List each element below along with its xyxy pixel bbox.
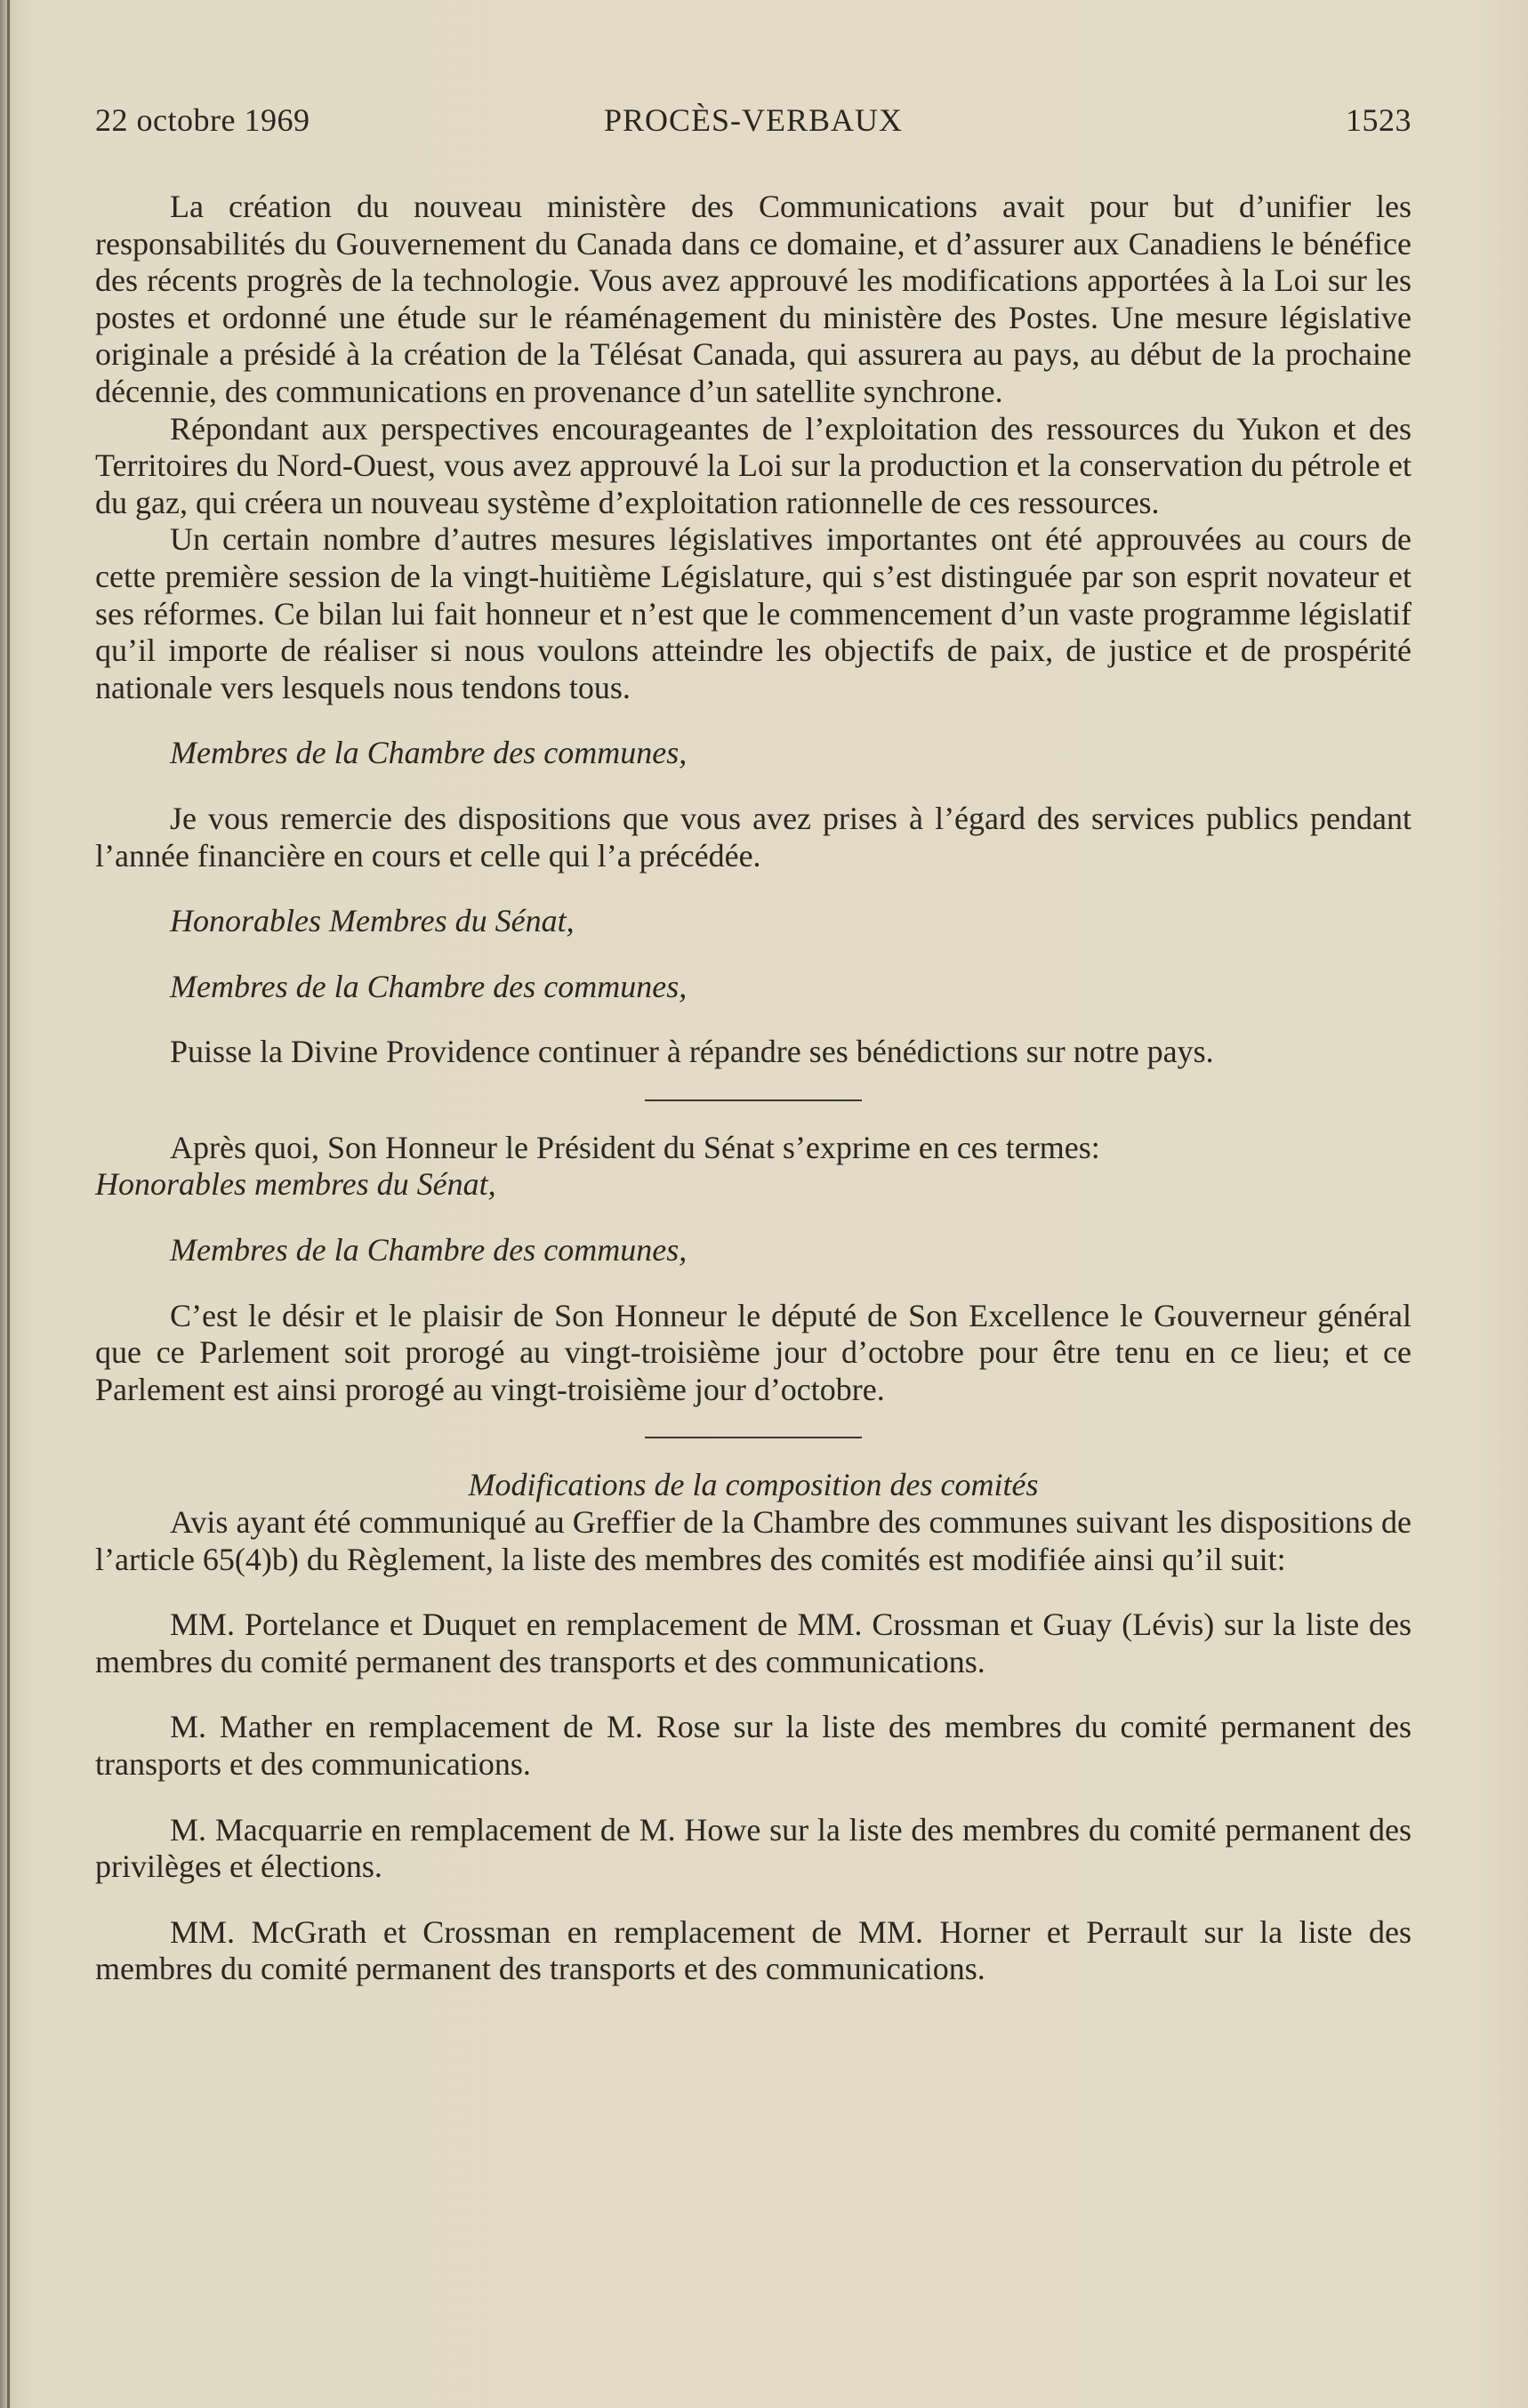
salutation-senate-1: Honorables Membres du Sénat, — [170, 903, 575, 939]
paragraph-legislative-program: Un certain nombre d’autres mesures législatives importantes ont été approuvées au cours de cette première session de la vingt-huitième Législature, qui s’est distinguée par son esprit novateur et ses réformes. Ce bilan lui fait honneur et n’est que le commencement d’un vaste programme législatif qu’il importe de réaliser si nous voulons atteindre les objectifs de paix, de justice et de prospérité nationale vers lesquels nous tendons tous. — [95, 521, 1411, 705]
paragraph-mcgrath-crossman: MM. McGrath et Crossman en remplacement de MM. Horner et Perrault sur la liste des membres du comité permanent des transports et des communications. — [95, 1913, 1411, 1987]
header-title: PROCÈS-VERBAUX — [603, 102, 904, 138]
book-spine-edge — [7, 0, 10, 2408]
paragraph-mather: M. Mather en remplacement de M. Rose sur la liste des membres du comité permanent des transports et des communications. — [95, 1709, 1411, 1782]
paragraph-communications: La création du nouveau ministère des Communications avait pour but d’unifier les responsabilités du Gouvernement du Canada dans ce domaine, et d’assurer aux Canadiens le bénéfice des récents progrès de la technologie. Vous avez approuvé les modifications apportées à la Loi sur les postes et ordonné une étude sur le réaménagement du ministère des Postes. Une mesure législative originale a présidé à la création de la Télésat Canada, qui assurera au pays, au début de la prochaine décennie, des communications en provenance d’un satellite synchrone. — [95, 189, 1411, 409]
paragraph-macquarrie: M. Macquarrie en remplacement de M. Howe sur la liste des membres du comité permanent des privilèges et élections. — [95, 1811, 1411, 1885]
section-divider-2 — [645, 1437, 862, 1438]
paragraph-yukon-resources: Répondant aux perspectives encourageantes de l’exploitation des ressources du Yukon et des Territoires du Nord-Ouest, vous avez approuvé la Loi sur la production et la conservation du pétrole et du gaz, qui créera un nouveau système d’exploitation rationnelle de ces ressources. — [95, 410, 1411, 520]
body-text — [95, 189, 1411, 1988]
section-heading-committees: Modifications de la composition des comités — [468, 1467, 1039, 1503]
page-number: 1523 — [1346, 102, 1411, 138]
running-header — [95, 89, 1411, 142]
paragraph-portelance-duquet: MM. Portelance et Duquet en remplacement de MM. Crossman et Guay (Lévis) sur la liste des membres du comité permanent des transports et des communications. — [95, 1607, 1411, 1679]
section-divider-1 — [645, 1099, 862, 1101]
header-date: 22 octobre 1969 — [95, 102, 310, 138]
salutation-commons-3: Membres de la Chambre des communes, — [170, 1232, 688, 1268]
paragraph-prorogation: C’est le désir et le plaisir de Son Honneur le député de Son Excellence le Gouverneur général que ce Parlement soit prorogé au vingt-troisième jour d’octobre pour être tenu en ce lieu; et ce Parlement est ainsi prorogé au vingt-troisième jour d’octobre. — [95, 1297, 1411, 1407]
salutation-commons-2: Membres de la Chambre des communes, — [170, 968, 688, 1004]
salutation-senate-2: Honorables membres du Sénat, — [95, 1166, 496, 1203]
paragraph-notice-clerk: Avis ayant été communiqué au Greffier de la Chambre des communes suivant les dispositions de l’article 65(4)b) du Règlement, la liste des membres des comités est modifiée ainsi qu’il suit: — [95, 1504, 1411, 1577]
paragraph-speaker-statement: Après quoi, Son Honneur le Président du Sénat s’exprime en ces termes: — [170, 1129, 1100, 1165]
salutation-commons-1: Membres de la Chambre des communes, — [170, 735, 688, 771]
document-content — [95, 89, 1411, 1988]
paragraph-providence: Puisse la Divine Providence continuer à répandre ses bénédictions sur notre pays. — [170, 1034, 1214, 1070]
paragraph-thanks: Je vous remercie des dispositions que vous avez prises à l’égard des services publics pendant l’année financière en cours et celle qui l’a précédée. — [95, 800, 1411, 874]
